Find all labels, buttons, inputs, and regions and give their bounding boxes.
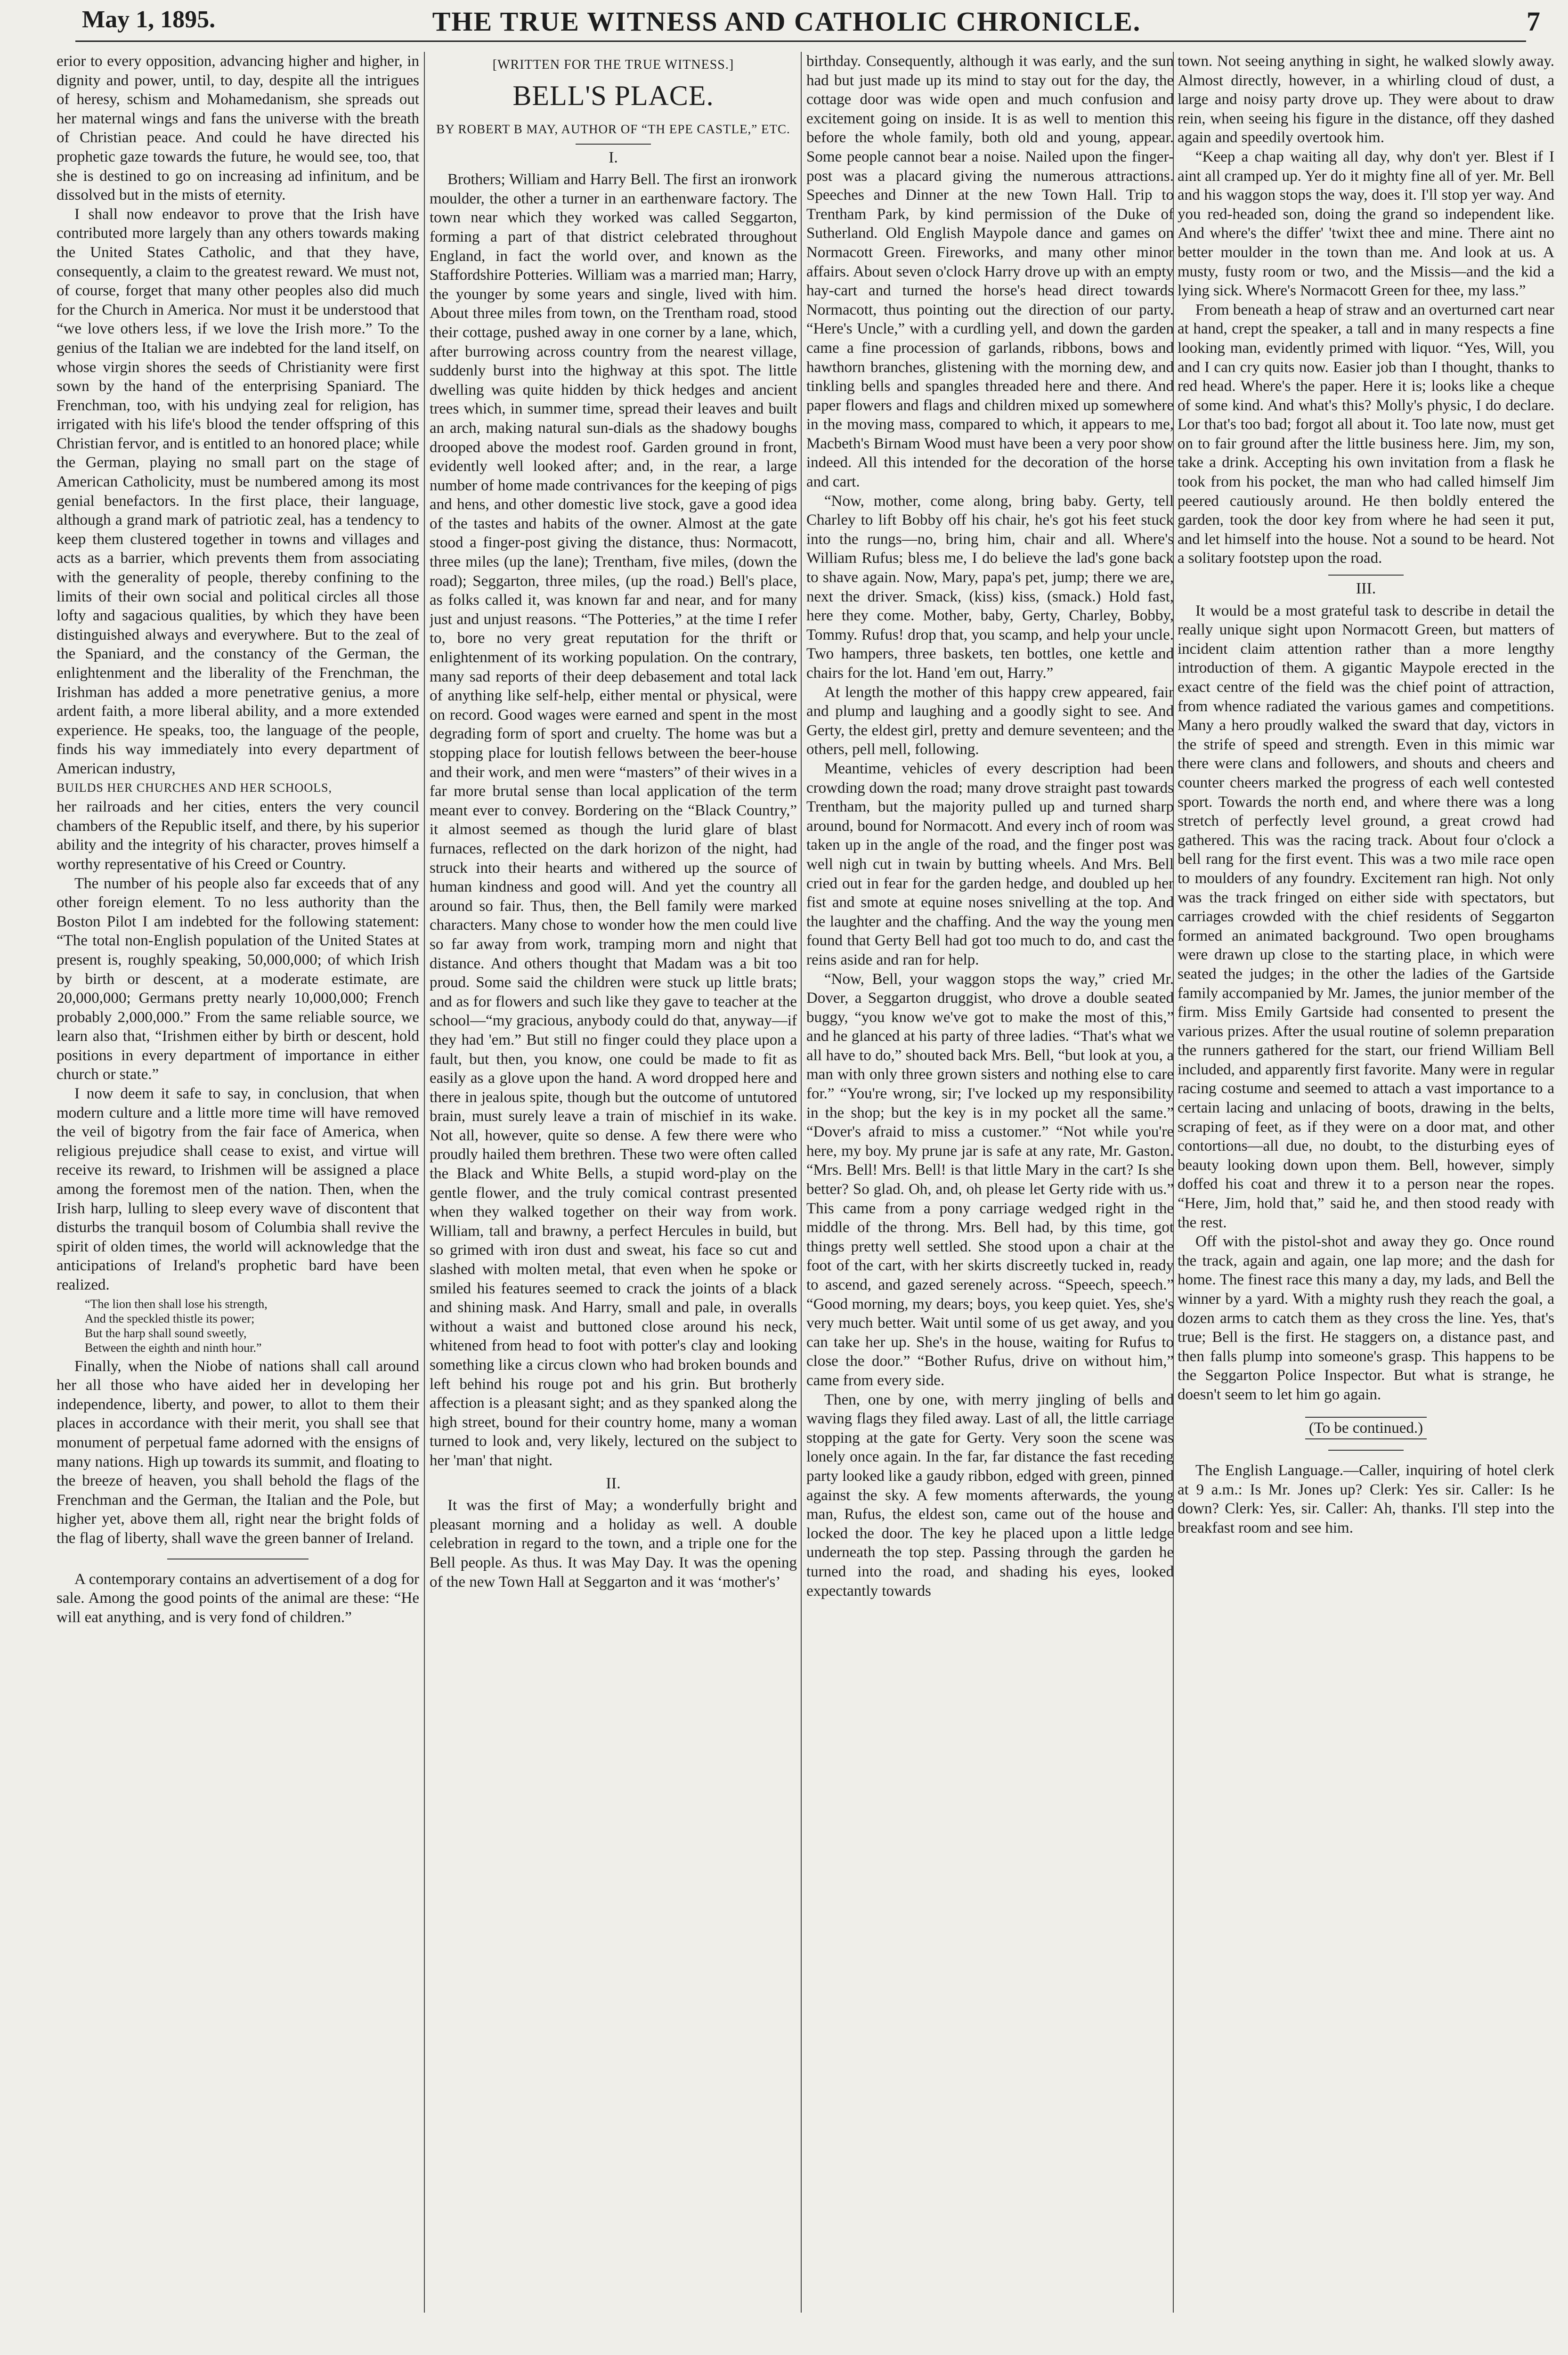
column-divider bbox=[424, 52, 425, 2313]
page-number: 7 bbox=[1527, 6, 1540, 37]
advert-paragraph: A contemporary contains an advertisement of a dog for sale. Among the good points of the animal are these: “He will eat anything, and is very fond of children.” bbox=[57, 1570, 419, 1626]
verse-quote bbox=[85, 1297, 419, 1355]
verse-line: “The lion then shall lose his strength, bbox=[85, 1297, 268, 1311]
chapter-heading-3: III. bbox=[1356, 580, 1376, 598]
article-paragraph: I shall now endeavor to prove that the Irish have contributed more largely than any others towards making the United States Catholic, and that they have, consequently, a claim to the greatest reward. We must not, of course, forget that many other peoples also did much for the Church in America. Nor must it be understood that “we love others less, if we love the Irish more.” To the genius of the Italian we are indebted for the land itself, on whose virgin shores the seeds of Christianity were first sown by the hand of the enterprising Spaniard. The Frenchman, too, with his undying zeal for religion, has irrigated with his life's blood the tender offspring of this Christian fervor, and is entitled to an honored place; while the German, playing no small part on the stage of American Catholicity, must be numbered among its most genial benefactors. In the first place, their language, although a grand mark of patriotic zeal, has a tendency to keep them clustered together in towns and villages and acts as a barrier, which prevents them from associating with the generality of people, thereby confining to the limits of their own social and political circles all those lofty and sagacious qualities, by which they have been distinguished always and everywhere. But to the zeal of the Spaniard, and the constancy of the German, the enlightenment and the liberality of the Frenchman, the Irishman has added a more penetrative genius, a more ardent faith, a more liberal ability, and a more extended experience. He speaks, too, the language of the people, finds his way immediately into every department of American industry, bbox=[57, 205, 419, 777]
article-paragraph: erior to every opposition, advancing higher and higher, in dignity and power, until, to day, despite all the intrigues of heresy, schism and Mohamedanism, she spreads out her maternal wings and fans the universe with the breath of Christian peace. And could he have directed his prophetic gaze towards the future, he would see, too, that she is destined to go on increasing ad infinitum, and be dissolved but in the mists of eternity. bbox=[57, 53, 419, 204]
story-paragraph: town. Not seeing anything in sight, he walked slowly away. Almost directly, however, in a whirling cloud of dust, a large and noisy party drove up. They were about to draw rein, when seeing his figure in the distance, off they dashed again and speedily overtook him. bbox=[1178, 53, 1554, 146]
story-paragraph: It was the first of May; a wonderfully bright and pleasant morning and a holiday as well. A double celebration in regard to the town, and a triple one for the Bell people. As thus. It was May Day. It was the opening of the new Town Hall at Seggarton and it was ‘mother's’ bbox=[430, 1497, 797, 1591]
story-paragraph: “Now, mother, come along, bring baby. Gerty, tell Charley to lift Bobby off his chair, he's got his feet stuck into the rungs—no, bring him, chair and all. Where's William Rufus; bless me, I do believe the lad's gone back to shave again. Now, Mary, papa's pet, jump; there we are, next the driver. Smack, (kiss) kiss, (smack.) Hold fast, here they come. Mother, baby, Gerty, Charley, Bobby, Tommy. Rufus! drop that, you scamp, and help your uncle. Two hampers, three baskets, ten bottles, one kettle and chairs for the lot. Hand 'em out, Harry.” bbox=[806, 492, 1174, 682]
story-paragraph: “Now, Bell, your waggon stops the way,” cried Mr. Dover, a Seggarton druggist, who drove a double seated buggy, “you know we've got to make the most of this,” and he glanced at his party of three ladies. “That's what we all have to do,” shouted back Mrs. Bell, “but look at you, a man with only three grown sisters and nothing else to care for.” “You're wrong, sir; I've locked up my responsibility in the shop; but the key is in my pocket all the same.” “Dover's afraid to miss a customer.” “Not while you're here, my boy. My prune jar is safe at any rate, Mr. Gaston. “Mrs. Bell! Mrs. Bell! is that little Mary in the cart? Is she better? So glad. Oh, and, oh please let Gerty ride with us.” This came from a pony carriage wedged right in the middle of the throng. Mrs. Bell had, by this time, got things pretty well settled. She stood upon a chair at the foot of the cart, with her skirts discreetly tucked in, ready to ascend, and gazed serenely across. “Speech, speech.” “Good morning, my dears; boys, you keep quiet. Yes, she's very much better. Wait until some of us get away, and you can take her up. She's in the house, waiting for Rufus to close the door.” “Bother Rufus, drive on without him,” came from every side. bbox=[806, 970, 1174, 1389]
column-divider bbox=[801, 52, 802, 2313]
story-paragraph: It would be a most grateful task to describe in detail the really unique sight upon Normacott Green, but matters of incident claim attention rather than a more lengthy introduction of them. A gigantic Maypole erected in the exact centre of the field was the chief point of attraction, from whence radiated the various games and competitions. Many a hero proudly walked the sward that day, victors in the strife of speed and strength. Even in this mimic war there were clans and followers, and shouts and cheers and counter cheers marked the progress of each well contested sport. Towards the north end, and where there was a long stretch of perfectly level ground, a great crowd had gathered. This was the racing track. About four o'clock a bell rang for the first event. This was a two mile race open to moulders of any foundry. Excitement ran high. Not only was the track fringed on either side with spectators, but carriages crowded with the chief residents of Seggarton formed an animated background. Two open broughams were drawn up close to the starting place, in which were seated the judges; in the other the ladies of the Gartside family accompanied by Mr. James, the junior member of the firm. Miss Emily Gartside had consented to present the various prizes. After the usual routine of solemn preparation the runners gathered for the start, our friend William Bell included, and apparently first favorite. Many were in regular racing costume and seemed to attach a vast importance to a certain lacing and unlacing of boots, drawing in the belts, scraping of feet, as if they were on a door mat, and other contortions—all due, no doubt, to the disturbing eyes of beauty looking down upon them. Bell, however, simply doffed his coat and threw it to a person near the ropes. “Here, Jim, hold that,” said he, and then stood ready with the rest. bbox=[1178, 602, 1554, 1231]
story-paragraph: Meantime, vehicles of every description had been crowding down the road; many drove straight past towards Trentham, but the majority pulled up and turned sharp around, bound for Normacott. And every inch of room was taken up in the angle of the road, and the finger post was well nigh cut in twain by butting wheels. And Mrs. Bell cried out in fear for the garden hedge, and doubled up her fist and smote at equine noses snivelling at the top. And the laughter and the chaffing. And the way the young men found that Gerty Bell had got too much to do, and cast the reins aside and ran for help. bbox=[806, 760, 1174, 968]
story-paragraph: birthday. Consequently, although it was early, and the sun had but just made up its mind to stay out for the day, the cottage door was wide open and much confusion and excitement going on inside. It is as well to mention this before the whole family, both old and young, appear. Some people cannot bear a noise. Nailed upon the finger-post was a placard giving the numerous attractions. Speeches and Dinner at the new Town Hall. Trip to Trentham Park, by kind permission of the Duke of Sutherland. Old English Maypole dance and games on Normacott Green. Fireworks, and many other minor affairs. About seven o'clock Harry drove up with an empty hay-cart and turned the horse's head direct towards Normacott, thus pointing out the direction of our party. “Here's Uncle,” with a curdling yell, and down the garden came a fine procession of garlands, ribbons, bows and hawthorn branches, glistening with the morning dew, and tinkling bells and spangles threaded here and there. And paper flowers and flags and children mixed up somewhere in the moving mass, compared to which, it appears to me, Macbeth's Birnam Wood must have been a very poor show indeed. All this intended for the decoration of the horse and cart. bbox=[806, 53, 1174, 491]
article-paragraph: her railroads and her cities, enters the very council chambers of the Republic itself, and there, by his superior ability and the integrity of his character, proves himself a worthy representative of his Creed or Country. bbox=[57, 798, 419, 873]
story-paragraph: “Keep a chap waiting all day, why don't yer. Blest if I aint all cramped up. Yer do it mighty fine all of yer. Mr. Bell and his waggon stops the way, does it. I'll stop yer way. And you red-headed son, doing the grand so independent like. And where's the differ' 'twixt thee and mine. There aint no better moulder in the town than me. And look at us. A musty, fusty room or two, and the Missis—and the kid a lying sick. Where's Normacott Green for thee, my lass.” bbox=[1178, 148, 1554, 300]
column-1 bbox=[57, 52, 419, 2331]
article-subhead: BUILDS HER CHURCHES AND HER SCHOOLS, bbox=[57, 780, 332, 795]
chapter-rule bbox=[1328, 575, 1404, 576]
story-title: BELL'S PLACE. bbox=[512, 80, 714, 111]
verse-line: And the speckled thistle its power; bbox=[85, 1311, 255, 1325]
story-paragraph: At length the mother of this happy crew appeared, fair and plump and laughing and a goodly sight to see. And Gerty, the eldest girl, pretty and demure seventeen; and the others, pell mell, following. bbox=[806, 683, 1174, 758]
story-paragraph: Brothers; William and Harry Bell. The first an ironwork moulder, the other a turner in an earthenware factory. The town near which they worked was called Seggarton, forming a part of that district celebrated throughout England, in fact the world over, and known as the Staffordshire Potteries. William was a married man; Harry, the younger by some years and single, lived with him. About three miles from town, on the Trentham road, stood their cottage, pushed away in one corner by a lane, which, after burrowing across country from the nearest village, suddenly burst into the highway at this spot. The little dwelling was quite hidden by thick hedges and ancient trees which, in summer time, spread their leaves and built an arch, making natural sun-dials as the shadowy boughs drooped above the modest roof. Garden ground in front, evidently well looked after; and, in the rear, a large number of home made contrivances for the keeping of pigs and hens, and other domestic live stock, gave a good idea of the tastes and habits of the owner. Almost at the gate stood a finger-post giving the distance, thus: Normacott, three miles (up the lane); Trentham, five miles, (down the road); Seggarton, three miles, (up the road.) Bell's place, as folks called it, was known far and near, and for many just and unjust reasons. “The Potteries,” at the time I refer to, bore no very great reputation for the thrift or enlightenment of its working population. On the contrary, many sad reports of their deep debasement and total lack of anything like self-help, either mental or physical, were on record. Good wages were earned and spent in the most degrading form of sport and cruelty. The home was but a stopping place for loutish fellows between the beer-house and their work, and men were “masters” of their wives in a far more brutal sense than local application of the term meant ever to convey. Bordering on the “Black Country,” it almost seemed as though the lurid glare of blast furnaces, reflected on the dark horizon of the night, had struck into their hearts and withered up the source of human kindness and good will. And yet the country all around so fair. Thus, then, the Bell family were marked characters. Many chose to wonder how the men could live so far away from work, tramping morn and night that distance. And others thought that Madam was a bit too proud. Some said the children were stuck up little brats; and as for flowers and such like they gave to teacher at the school—“my gracious, anybody could do that, anyway—if they had 'em.” But still no finger could they place upon a fault, but then, you know, one could be made to fit as easily as a glove upon the hand. A word dropped here and there in jealous spite, though but the outcome of untutored brain, must surely leave a train of mischief in its wake. Not all, however, quite so dense. A few there were who proudly hailed them brethren. These two were often called the Black and White Bells, a stupid word-play on the gentle flower, and the truly comical contrast presented when they walked together on their way from work. William, tall and brawny, a perfect Hercules in build, but so grimed with iron dust and sweat, his face so cut and slashed with molten metal, that even when he spoke or smiled his features seemed to crack the joints of a black and shining mask. And Harry, small and pale, in overalls without a waist and buttoned close around his neck, whitened from head to foot with potter's clay and looking something like a circus clown who had broken bounds and left behind his rouge pot and his grin. But brotherly affection is a pleasant sight; and as they spanked along the high street, bound for their country home, many a woman turned to look and, very likely, lectured on the subject to her 'man' that night. bbox=[430, 171, 797, 1469]
to-be-continued-label: (To be continued.) bbox=[1305, 1417, 1427, 1440]
story-paragraph: From beneath a heap of straw and an overturned cart near at hand, crept the speaker, a tall and in many respects a fine looking man, evidently primed with liquor. “Yes, Will, you and I can cry quits now. Easier job than I thought, thanks to red head. Where's the paper. Here it is; looks like a cheque of some kind. And what's this? Molly's physic, I do declare. Lor that's too bad; forgot all about it. Too late now, must get on to fair ground after the little business here. Jim, my son, take a drink. Accepting his own invitation from a flask he took from his pocket, the man who had called himself Jim peered cautiously around. He then boldly entered the garden, took the door key from where he had seen it put, and let himself into the house. Not a sound to be heard. Not a solitary footstep upon the road. bbox=[1178, 301, 1554, 567]
header-rule bbox=[75, 41, 1526, 42]
column-4 bbox=[1178, 52, 1554, 2331]
article-paragraph: I now deem it safe to say, in conclusion, that when modern culture and a little more time will have removed the veil of bigotry from the fair face of America, when religious prejudice shall cease to exist, and virtue will receive its reward, to Irishmen will be assigned a place among the foremost men of the nation. Then, when the Irish harp, lulling to sleep every wave of discontent that disturbs the tranquil bosom of Columbia shall revive the spirit of olden times, the world will acknowledge that the anticipations of Ireland's prophetic bard have been realized. bbox=[57, 1085, 419, 1293]
column-3 bbox=[806, 52, 1174, 2331]
chapter-rule bbox=[576, 144, 651, 145]
article-paragraph: The number of his people also far exceeds that of any other foreign element. To no less authority than the Boston Pilot I am indebted for the following statement: “The total non-English population of the United States at present is, roughly speaking, 50,000,000; of which Irish by birth or descent, at a moderate estimate, are 20,000,000; Germans pretty nearly 10,000,000; French probably 2,000,000.” From the same reliable source, we learn also that, “Irishmen either by birth or descent, hold positions in every department of importance in either church or state.” bbox=[57, 875, 419, 1083]
joke-paragraph: The English Language.—Caller, inquiring of hotel clerk at 9 a.m.: Is Mr. Jones up? Clerk: Yes sir. Caller: Is he down? Clerk: Yes, sir. Caller: Ah, thanks. I'll step into the breakfast room and see him. bbox=[1178, 1462, 1554, 1536]
column-2 bbox=[430, 52, 797, 2331]
story-source-note: [WRITTEN FOR THE TRUE WITNESS.] bbox=[492, 57, 734, 72]
verse-line: But the harp shall sound sweetly, bbox=[85, 1326, 247, 1340]
chapter-heading-1: I. bbox=[609, 148, 618, 166]
issue-date: May 1, 1895. bbox=[82, 6, 216, 33]
newspaper-title: THE TRUE WITNESS AND CATHOLIC CHRONICLE. bbox=[432, 6, 1141, 37]
story-paragraph: Off with the pistol-shot and away they go. Once round the track, again and again, one lap more; and the dash for home. The finest race this many a day, my lads, and Bell the winner by a yard. With a mighty rush they reach the goal, a dozen arms to catch them as they cross the line. Yes, that's true; Bell is the first. He staggers on, a distance past, and then falls plump into someone's grasp. This happens to be the Seggarton Police Inspector. But what is strange, he doesn't seem to let him go again. bbox=[1178, 1233, 1554, 1403]
to-be-continued bbox=[1178, 1417, 1554, 1440]
chapter-heading-2: II. bbox=[606, 1474, 621, 1492]
article-paragraph: Finally, when the Niobe of nations shall call around her all those who have aided her in developing her independence, liberty, and power, to allot to them their places in accordance with their merit, you shall see that monument of perpetual fame adorned with the ensigns of many nations. High up towards its summit, and floating to the breeze of heaven, you shall behold the flags of the Frenchman and the German, the Italian and the Pole, but higher yet, above them all, right near the bright folds of the flag of liberty, shall wave the green banner of Ireland. bbox=[57, 1357, 419, 1547]
story-paragraph: Then, one by one, with merry jingling of bells and waving flags they filed away. Last of all, the little carriage stopping at the gate for Gerty. Very soon the scene was lonely once again. In the far, far distance the fast receding party looked like a gaudy ribbon, edged with green, pinned against the sky. A few moments afterwards, the young man, Rufus, the eldest son, came out of the house and locked the door. The key he placed upon a little ledge underneath the top step. Passing through the garden he turned into the road, and shading his eyes, looked expectantly towards bbox=[806, 1391, 1174, 1600]
verse-line: Between the eighth and ninth hour.” bbox=[85, 1340, 262, 1355]
story-byline: BY ROBERT B MAY, AUTHOR OF “TH EPE CASTLE,” ETC. bbox=[436, 122, 790, 136]
section-rule bbox=[1328, 1450, 1404, 1451]
